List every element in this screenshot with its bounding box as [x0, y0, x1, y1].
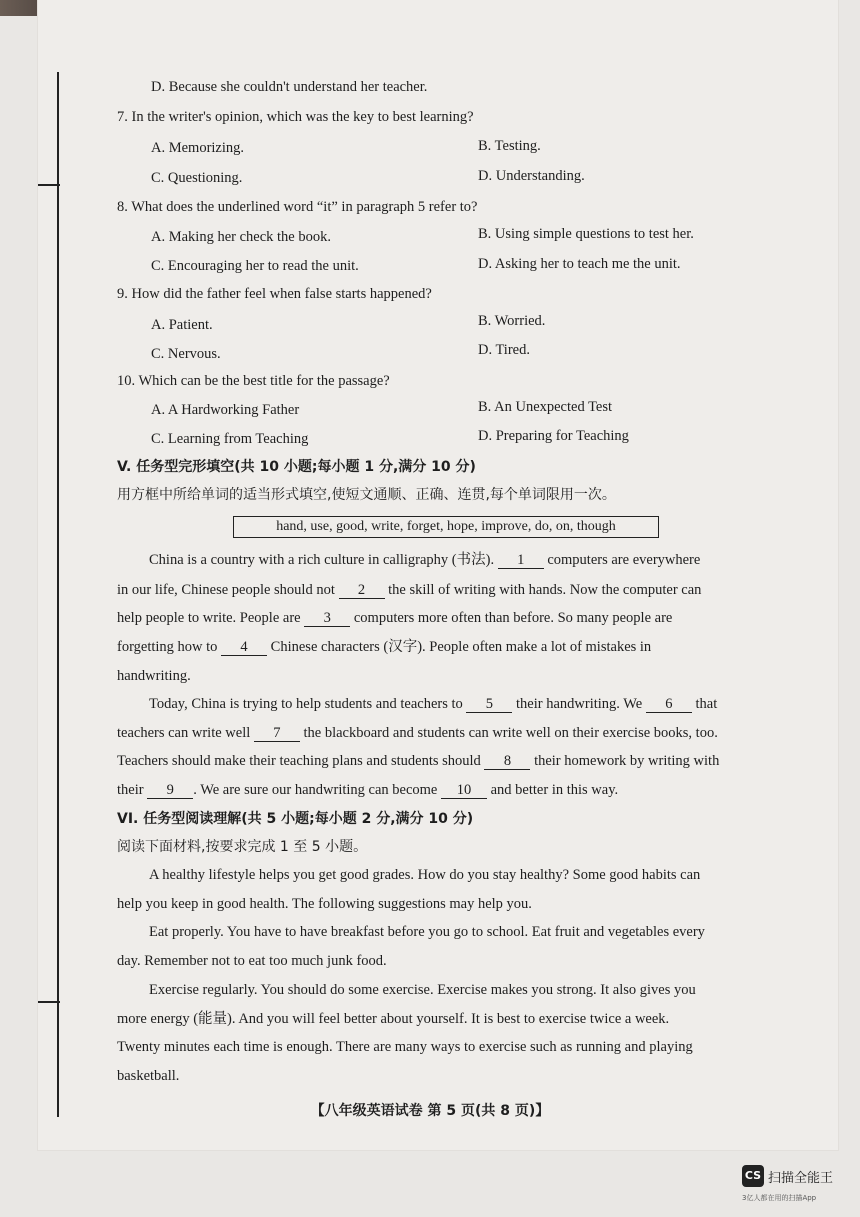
blank-2[interactable]: 2 [339, 583, 385, 599]
reading-line: more energy (能量). And you will feel better about yourself. It is best to exercise twice a week. [117, 1011, 670, 1027]
q8-option-a: A. Making her check the book. [151, 229, 331, 245]
cloze-line: handwriting. [117, 668, 191, 684]
scanner-logo [742, 1165, 833, 1187]
blank-10[interactable]: 10 [441, 783, 487, 799]
page-footer: 【八年级英语试卷 第 5 页(共 8 页)】 [310, 1103, 550, 1119]
scanner-badge: CS [742, 1165, 764, 1187]
question-8: 8. What does the underlined word “it” in paragraph 5 refer to? [117, 199, 478, 215]
binding-tick [38, 184, 60, 186]
q7-option-a: A. Memorizing. [151, 140, 245, 156]
q7-option-b: B. Testing. [478, 138, 541, 154]
word-box: hand, use, good, write, forget, hope, improve, do, on, though [233, 516, 659, 538]
scanner-tagline: 3亿人都在用的扫描App [742, 1194, 817, 1202]
q8-option-c: C. Encouraging her to read the unit. [151, 258, 359, 274]
reading-line: A healthy lifestyle helps you get good grades. How do you stay healthy? Some good habits can [149, 867, 701, 883]
blank-7[interactable]: 7 [254, 726, 300, 742]
question-10: 10. Which can be the best title for the passage? [117, 373, 390, 389]
q7-option-c: C. Questioning. [151, 170, 243, 186]
cloze-line: Today, China is trying to help students and teachers to 5 their handwriting. We 6 that [149, 696, 718, 712]
q6-option-d: D. Because she couldn't understand her teacher. [151, 79, 428, 95]
cloze-line: Teachers should make their teaching plans and students should 8 their homework by writing with [117, 753, 720, 769]
cloze-line: their 9 . We are sure our handwriting can become 10 and better in this way. [117, 782, 619, 798]
cloze-line: forgetting how to 4 Chinese characters (汉字). People often make a lot of mistakes in [117, 639, 652, 655]
question-7: 7. In the writer's opinion, which was the key to best learning? [117, 109, 474, 125]
question-9: 9. How did the father feel when false starts happened? [117, 286, 432, 302]
scanner-name: 扫描全能王 [768, 1170, 834, 1186]
blank-9[interactable]: 9 [147, 783, 193, 799]
cloze-line: in our life, Chinese people should not 2 the skill of writing with hands. Now the computer can [117, 582, 702, 598]
reading-line: Eat properly. You have to have breakfast before you go to school. Eat fruit and vegetables every [149, 924, 705, 940]
reading-line: Exercise regularly. You should do some exercise. Exercise makes you strong. It also gives you [149, 982, 696, 998]
reading-line: day. Remember not to eat too much junk food. [117, 953, 387, 969]
reading-line: basketball. [117, 1068, 180, 1084]
q9-option-d: D. Tired. [478, 342, 530, 358]
blank-4[interactable]: 4 [221, 640, 267, 656]
section-6-heading: VI. 任务型阅读理解(共 5 小题;每小题 2 分,满分 10 分) [117, 811, 474, 827]
reading-line: Twenty minutes each time is enough. There are many ways to exercise such as running and playing [117, 1039, 693, 1055]
q10-option-d: D. Preparing for Teaching [478, 428, 629, 444]
q10-option-b: B. An Unexpected Test [478, 399, 613, 415]
q10-option-a: A. A Hardworking Father [151, 402, 300, 418]
q7-option-d: D. Understanding. [478, 168, 585, 184]
binding-line [57, 72, 59, 1117]
blank-5[interactable]: 5 [466, 697, 512, 713]
q8-option-d: D. Asking her to teach me the unit. [478, 256, 681, 272]
q10-option-c: C. Learning from Teaching [151, 431, 309, 447]
section-5-heading: V. 任务型完形填空(共 10 小题;每小题 1 分,满分 10 分) [117, 459, 476, 475]
binding-tick [38, 1001, 60, 1003]
q9-option-a: A. Patient. [151, 317, 213, 333]
cloze-line: help people to write. People are 3 computers more often than before. So many people are [117, 610, 673, 626]
section-6-instruction: 阅读下面材料,按要求完成 1 至 5 小题。 [117, 839, 368, 855]
blank-1[interactable]: 1 [498, 553, 544, 569]
cloze-line: China is a country with a rich culture in calligraphy (书法). 1 computers are everywhere [149, 552, 701, 568]
reading-line: help you keep in good health. The following suggestions may help you. [117, 896, 532, 912]
blank-3[interactable]: 3 [304, 611, 350, 627]
section-5-instruction: 用方框中所给单词的适当形式填空,使短文通顺、正确、连贯,每个单词限用一次。 [117, 487, 616, 503]
q8-option-b: B. Using simple questions to test her. [478, 226, 694, 242]
blank-8[interactable]: 8 [484, 754, 530, 770]
q9-option-b: B. Worried. [478, 313, 546, 329]
blank-6[interactable]: 6 [646, 697, 692, 713]
q9-option-c: C. Nervous. [151, 346, 221, 362]
cloze-line: teachers can write well 7 the blackboard and students can write well on their exercise books, too. [117, 725, 718, 741]
